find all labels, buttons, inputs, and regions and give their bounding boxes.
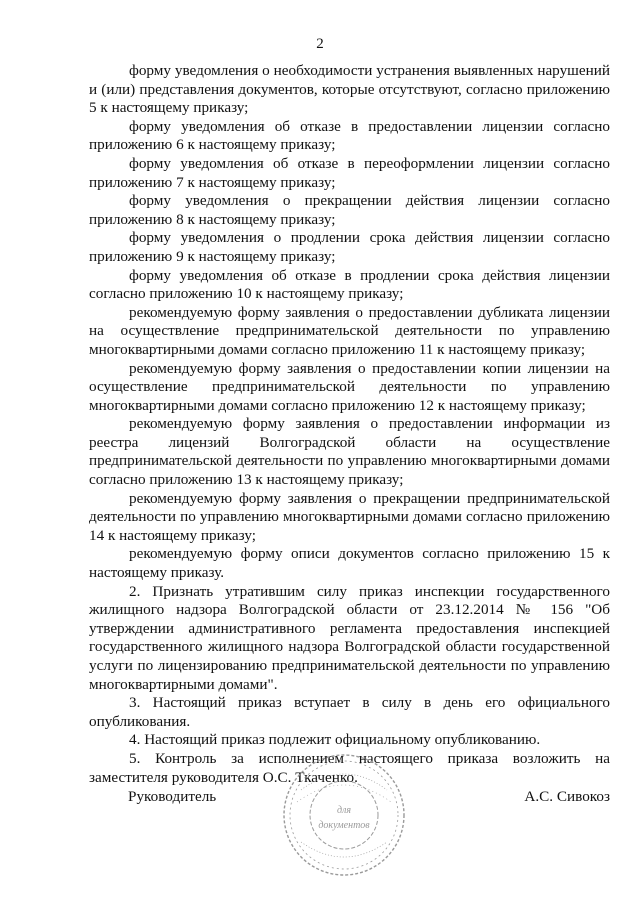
paragraph: рекомендуемую форму заявления о предоставлении информации из реестра лицензий Волгоградской области на осуществление предпринимательской деятельности по управлению многоквартирными домами согласно приложению 13 к настоящему приказу;: [89, 415, 610, 489]
paragraph: рекомендуемую форму заявления о предоставлении копии лицензии на осуществление предпринимательской деятельности по управлению многоквартирными домами согласно приложению 12 к настоящему приказу;: [89, 359, 610, 414]
document-body: [89, 62, 610, 787]
paragraph: рекомендуемую форму заявления о предоставлении дубликата лицензии на осуществление предпринимательской деятельности по управлению многоквартирными домами согласно приложению 11 к настоящему приказу;: [89, 303, 610, 358]
paragraph: 4. Настоящий приказ подлежит официальному опубликованию.: [129, 731, 541, 749]
signature-name: А.С. Сивокоз: [524, 788, 610, 805]
paragraph: форму уведомления о продлении срока действия лицензии согласно приложению 9 к настоящему приказу;: [89, 229, 610, 265]
seal-text: для: [336, 805, 352, 816]
paragraph: форму уведомления об отказе в предоставлении лицензии согласно приложению 6 к настоящему приказу;: [89, 117, 610, 154]
paragraph: форму уведомления о необходимости устранения выявленных нарушений и (или) представления документов, которые отсутствуют, согласно приложению 5 к настоящему приказу;: [89, 62, 610, 117]
paragraph: рекомендуемую форму описи документов согласно приложению 15 к настоящему приказу.: [89, 545, 610, 582]
paragraph: 3. Настоящий приказ вступает в силу в день его официального опубликования.: [89, 694, 610, 730]
paragraph: 2. Признать утратившим силу приказ инспекции государственного жилищного надзора Волгоградской области от 23.12.2014 № 156 "Об утверждении административного регламента предоставления инспекцией государственного жилищного надзора Волгоградской области государственной услуги по лицензированию предпринимательской деятельности по управлению многоквартирными домами".: [89, 582, 610, 693]
paragraph: форму уведомления об отказе в переоформлении лицензии согласно приложению 7 к настоящему приказу;: [89, 154, 610, 191]
page-number: 2: [316, 36, 324, 52]
paragraph: рекомендуемую форму заявления о прекращении предпринимательской деятельности по управлению многоквартирными домами согласно приложению 14 к настоящему приказу;: [89, 489, 610, 544]
official-seal-stamp: [279, 750, 409, 880]
paragraph: форму уведомления о прекращении действия лицензии согласно приложению 8 к настоящему приказу;: [89, 192, 610, 228]
signature-title: Руководитель: [128, 788, 217, 805]
paragraph: 5. Контроль за исполнением настоящего приказа возложить на заместителя руководителя О.С. Ткаченко.: [89, 749, 610, 786]
paragraph: форму уведомления об отказе в продлении срока действия лицензии согласно приложению 10 к настоящему приказу;: [89, 266, 610, 303]
seal-text: документов: [318, 820, 370, 831]
